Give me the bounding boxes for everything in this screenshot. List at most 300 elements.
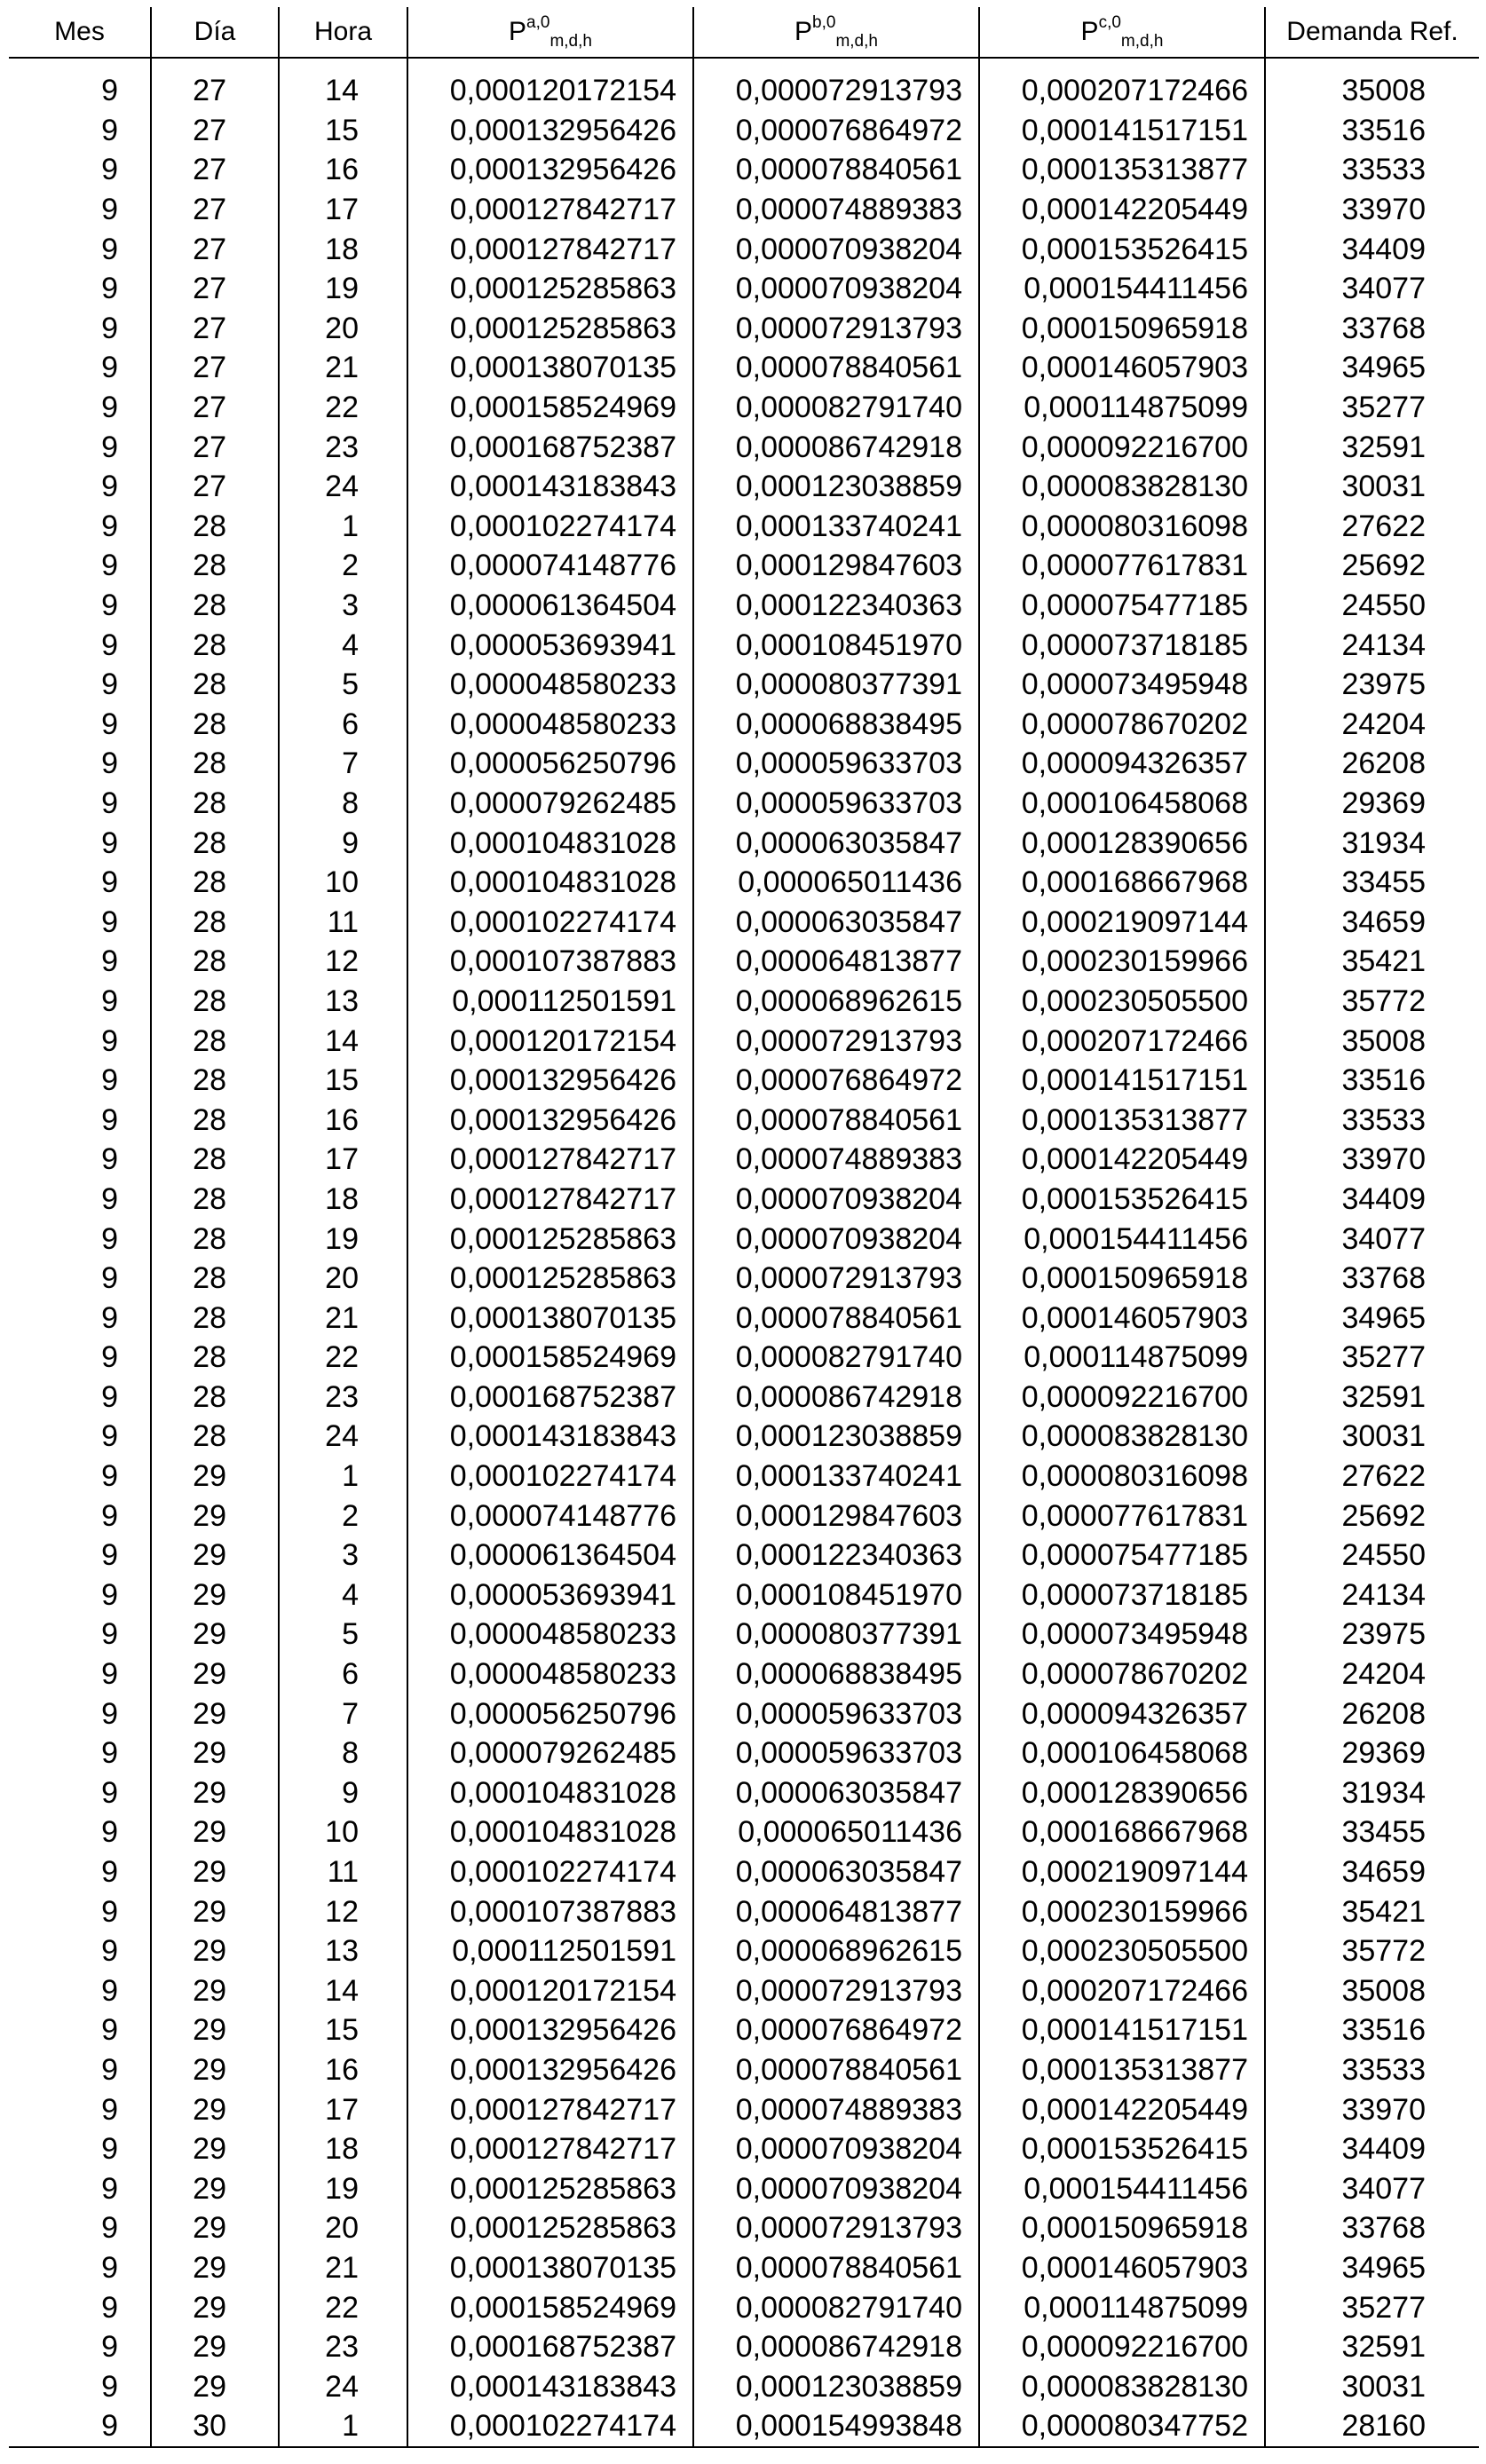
cell-dia: 29: [151, 2168, 279, 2208]
cell-p-a: 0,000104831028: [407, 1773, 693, 1813]
cell-p-b: 0,000068962615: [693, 982, 979, 1022]
cell-mes: 9: [101, 588, 118, 623]
cell-demanda-ref: 26208: [1265, 744, 1479, 784]
cell-dia: 29: [151, 2327, 279, 2367]
table-body: [9, 58, 1479, 2447]
cell-hora: 23: [279, 2327, 407, 2367]
cell-mes: 9: [101, 746, 118, 781]
cell-mes: 9: [101, 2250, 118, 2285]
cell-dia: 29: [151, 2287, 279, 2327]
table-row: [9, 58, 1479, 111]
cell-p-a: 0,000132956426: [407, 2050, 693, 2090]
cell-p-c: 0,000153526415: [979, 1180, 1265, 1220]
cell-dia: 29: [151, 1812, 279, 1852]
cell-mes: 9: [101, 272, 118, 306]
cell-p-a: 0,000127842717: [407, 2129, 693, 2169]
cell-hora: 24: [279, 1417, 407, 1457]
table-row: [9, 150, 1479, 190]
cell-hora: 11: [279, 902, 407, 942]
table-row: [9, 1694, 1479, 1733]
table-row: [9, 269, 1479, 309]
cell-p-c: 0,000094326357: [979, 744, 1265, 784]
cell-dia: 28: [151, 1338, 279, 1378]
cell-p-c: 0,000154411456: [979, 269, 1265, 309]
cell-mes: 9: [101, 1577, 118, 1612]
table-row: [9, 1298, 1479, 1338]
cell-p-c: 0,000075477185: [979, 586, 1265, 626]
cell-mes: 9: [101, 509, 118, 543]
cell-hora: 1: [279, 1457, 407, 1497]
cell-demanda-ref: 34077: [1265, 1219, 1479, 1259]
cell-p-c: 0,000135313877: [979, 1100, 1265, 1140]
cell-p-b: 0,000064813877: [693, 942, 979, 982]
cell-p-b: 0,000122340363: [693, 1536, 979, 1576]
table-row: [9, 863, 1479, 903]
cell-demanda-ref: 33970: [1265, 2089, 1479, 2129]
cell-p-c: 0,000106458068: [979, 784, 1265, 824]
cell-p-c: 0,000154411456: [979, 1219, 1265, 1259]
table-row: [9, 2248, 1479, 2288]
cell-p-a: 0,000107387883: [407, 1891, 693, 1931]
table-row: [9, 1773, 1479, 1813]
table-row: [9, 111, 1479, 151]
cell-p-b: 0,000070938204: [693, 229, 979, 269]
cell-p-b: 0,000070938204: [693, 2168, 979, 2208]
cell-demanda-ref: 30031: [1265, 467, 1479, 507]
cell-hora: 19: [279, 1219, 407, 1259]
table-row: [9, 1457, 1479, 1497]
cell-p-a: 0,000102274174: [407, 507, 693, 547]
cell-demanda-ref: 33768: [1265, 309, 1479, 349]
cell-p-a: 0,000061364504: [407, 586, 693, 626]
cell-dia: 29: [151, 2050, 279, 2090]
cell-dia: 28: [151, 1100, 279, 1140]
cell-p-c: 0,000207172466: [979, 58, 1265, 111]
cell-hora: 24: [279, 467, 407, 507]
cell-p-b: 0,000108451970: [693, 1576, 979, 1615]
cell-hora: 14: [279, 58, 407, 111]
cell-hora: 17: [279, 1140, 407, 1180]
cell-p-b: 0,000129847603: [693, 1496, 979, 1536]
cell-p-b: 0,000063035847: [693, 902, 979, 942]
cell-p-b: 0,000080377391: [693, 1615, 979, 1655]
cell-p-b: 0,000133740241: [693, 1457, 979, 1497]
cell-p-c: 0,000142205449: [979, 1140, 1265, 1180]
cell-p-b: 0,000070938204: [693, 2129, 979, 2169]
cell-p-b: 0,000154993848: [693, 2406, 979, 2447]
cell-hora: 12: [279, 1891, 407, 1931]
cell-dia: 27: [151, 467, 279, 507]
cell-mes: 9: [101, 2330, 118, 2365]
cell-mes: 9: [101, 667, 118, 702]
cell-p-c: 0,000150965918: [979, 309, 1265, 349]
cell-mes: 9: [101, 232, 118, 266]
cell-mes: 9: [101, 430, 118, 464]
cell-hora: 13: [279, 1931, 407, 1971]
cell-p-a: 0,000127842717: [407, 1140, 693, 1180]
cell-dia: 29: [151, 2366, 279, 2406]
cell-p-c: 0,000073495948: [979, 665, 1265, 705]
cell-demanda-ref: 35421: [1265, 1891, 1479, 1931]
table-header-row: [9, 7, 1479, 58]
cell-p-c: 0,000146057903: [979, 1298, 1265, 1338]
cell-dia: 29: [151, 2129, 279, 2169]
cell-p-c: 0,000106458068: [979, 1733, 1265, 1773]
table-row: [9, 507, 1479, 547]
cell-p-c: 0,000207172466: [979, 1021, 1265, 1061]
cell-dia: 29: [151, 2089, 279, 2129]
cell-p-c: 0,000083828130: [979, 467, 1265, 507]
table-row: [9, 229, 1479, 269]
cell-p-a: 0,000143183843: [407, 1417, 693, 1457]
cell-hora: 7: [279, 1694, 407, 1733]
cell-p-c: 0,000083828130: [979, 1417, 1265, 1457]
cell-dia: 28: [151, 1140, 279, 1180]
table-row: [9, 2327, 1479, 2367]
cell-p-b: 0,000076864972: [693, 1061, 979, 1101]
cell-dia: 27: [151, 427, 279, 467]
cell-p-b: 0,000072913793: [693, 2208, 979, 2248]
cell-p-c: 0,000153526415: [979, 229, 1265, 269]
cell-demanda-ref: 28160: [1265, 2406, 1479, 2447]
cell-p-a: 0,000104831028: [407, 823, 693, 863]
cell-demanda-ref: 24134: [1265, 1576, 1479, 1615]
cell-p-c: 0,000141517151: [979, 2010, 1265, 2050]
cell-hora: 8: [279, 784, 407, 824]
cell-demanda-ref: 23975: [1265, 665, 1479, 705]
cell-p-c: 0,000077617831: [979, 546, 1265, 586]
table-row: [9, 1971, 1479, 2011]
cell-mes: 9: [101, 1855, 118, 1890]
cell-p-c: 0,000080347752: [979, 2406, 1265, 2447]
cell-p-a: 0,000132956426: [407, 1100, 693, 1140]
cell-p-c: 0,000146057903: [979, 2248, 1265, 2288]
cell-p-a: 0,000132956426: [407, 2010, 693, 2050]
cell-demanda-ref: 34077: [1265, 2168, 1479, 2208]
cell-p-c: 0,000073718185: [979, 625, 1265, 665]
cell-p-a: 0,000125285863: [407, 2168, 693, 2208]
table-row: [9, 1733, 1479, 1773]
cell-p-c: 0,000168667968: [979, 1812, 1265, 1852]
cell-demanda-ref: 33970: [1265, 190, 1479, 230]
cell-hora: 16: [279, 150, 407, 190]
cell-p-b: 0,000063035847: [693, 823, 979, 863]
cell-p-c: 0,000114875099: [979, 2287, 1265, 2327]
cell-demanda-ref: 33455: [1265, 1812, 1479, 1852]
cell-p-a: 0,000120172154: [407, 1021, 693, 1061]
cell-hora: 15: [279, 1061, 407, 1101]
cell-p-b: 0,000065011436: [693, 1812, 979, 1852]
cell-dia: 28: [151, 982, 279, 1022]
table-row: [9, 1378, 1479, 1418]
table-row: [9, 388, 1479, 428]
cell-hora: 23: [279, 1378, 407, 1418]
cell-hora: 11: [279, 1852, 407, 1892]
table-row: [9, 1891, 1479, 1931]
cell-p-c: 0,000142205449: [979, 190, 1265, 230]
cell-mes: 9: [101, 628, 118, 662]
cell-dia: 28: [151, 586, 279, 626]
cell-p-b: 0,000065011436: [693, 863, 979, 903]
table-row: [9, 2129, 1479, 2169]
cell-dia: 28: [151, 784, 279, 824]
cell-dia: 28: [151, 665, 279, 705]
cell-p-a: 0,000107387883: [407, 942, 693, 982]
cell-mes: 9: [101, 2171, 118, 2206]
cell-demanda-ref: 24550: [1265, 586, 1479, 626]
cell-demanda-ref: 35008: [1265, 1971, 1479, 2011]
cell-hora: 6: [279, 1655, 407, 1694]
cell-p-c: 0,000219097144: [979, 1852, 1265, 1892]
cell-p-b: 0,000072913793: [693, 1259, 979, 1299]
cell-p-a: 0,000138070135: [407, 1298, 693, 1338]
cell-hora: 12: [279, 942, 407, 982]
cell-hora: 2: [279, 546, 407, 586]
cell-dia: 29: [151, 2208, 279, 2248]
cell-p-b: 0,000070938204: [693, 269, 979, 309]
cell-p-c: 0,000168667968: [979, 863, 1265, 903]
cell-mes: 9: [101, 1973, 118, 2008]
cell-hora: 23: [279, 427, 407, 467]
cell-dia: 28: [151, 1061, 279, 1101]
cell-p-a: 0,000158524969: [407, 388, 693, 428]
cell-dia: 28: [151, 1259, 279, 1299]
cell-hora: 22: [279, 1338, 407, 1378]
cell-p-c: 0,000075477185: [979, 1536, 1265, 1576]
cell-mes: 9: [101, 2092, 118, 2127]
cell-p-a: 0,000168752387: [407, 427, 693, 467]
cell-demanda-ref: 34077: [1265, 269, 1479, 309]
cell-dia: 29: [151, 1773, 279, 1813]
cell-dia: 28: [151, 744, 279, 784]
cell-hora: 10: [279, 863, 407, 903]
cell-p-a: 0,000127842717: [407, 229, 693, 269]
cell-p-a: 0,000056250796: [407, 1694, 693, 1733]
cell-p-b: 0,000072913793: [693, 309, 979, 349]
cell-p-a: 0,000127842717: [407, 1180, 693, 1220]
header-p-c-base: P: [1080, 17, 1099, 46]
cell-mes: 9: [101, 1894, 118, 1929]
table-row: [9, 1180, 1479, 1220]
table-row: [9, 1576, 1479, 1615]
cell-dia: 28: [151, 507, 279, 547]
cell-mes: 9: [101, 2369, 118, 2404]
cell-hora: 21: [279, 1298, 407, 1338]
cell-p-c: 0,000153526415: [979, 2129, 1265, 2169]
cell-hora: 14: [279, 1971, 407, 2011]
table-row: [9, 744, 1479, 784]
cell-dia: 28: [151, 823, 279, 863]
cell-dia: 29: [151, 1615, 279, 1655]
cell-p-b: 0,000123038859: [693, 1417, 979, 1457]
cell-hora: 10: [279, 1812, 407, 1852]
cell-p-b: 0,000064813877: [693, 1891, 979, 1931]
cell-hora: 21: [279, 348, 407, 388]
cell-dia: 28: [151, 625, 279, 665]
cell-p-c: 0,000092216700: [979, 427, 1265, 467]
cell-p-c: 0,000146057903: [979, 348, 1265, 388]
cell-p-a: 0,000079262485: [407, 1733, 693, 1773]
cell-mes: 9: [101, 470, 118, 504]
cell-demanda-ref: 25692: [1265, 1496, 1479, 1536]
cell-p-b: 0,000074889383: [693, 190, 979, 230]
cell-demanda-ref: 24204: [1265, 705, 1479, 745]
cell-mes: 9: [101, 113, 118, 147]
cell-hora: 4: [279, 625, 407, 665]
table-row: [9, 982, 1479, 1022]
cell-p-c: 0,000150965918: [979, 1259, 1265, 1299]
cell-dia: 28: [151, 1021, 279, 1061]
table-row: [9, 1931, 1479, 1971]
cell-demanda-ref: 35008: [1265, 58, 1479, 111]
cell-demanda-ref: 33768: [1265, 1259, 1479, 1299]
cell-mes: 9: [101, 1657, 118, 1692]
cell-demanda-ref: 30031: [1265, 1417, 1479, 1457]
cell-dia: 28: [151, 863, 279, 903]
cell-p-b: 0,000086742918: [693, 2327, 979, 2367]
cell-p-b: 0,000068962615: [693, 1931, 979, 1971]
cell-hora: 18: [279, 1180, 407, 1220]
cell-hora: 14: [279, 1021, 407, 1061]
cell-p-a: 0,000125285863: [407, 1219, 693, 1259]
table-row: [9, 309, 1479, 349]
cell-p-a: 0,000112501591: [407, 1931, 693, 1971]
cell-p-c: 0,000141517151: [979, 111, 1265, 151]
cell-demanda-ref: 25692: [1265, 546, 1479, 586]
header-p-c-sup: c,0: [1098, 13, 1121, 32]
cell-dia: 29: [151, 1971, 279, 2011]
table-row: [9, 1655, 1479, 1694]
cell-mes: 9: [101, 1498, 118, 1533]
table-row: [9, 467, 1479, 507]
cell-p-c: 0,000114875099: [979, 1338, 1265, 1378]
cell-p-b: 0,000086742918: [693, 1378, 979, 1418]
cell-p-b: 0,000076864972: [693, 111, 979, 151]
table-row: [9, 2050, 1479, 2090]
table-row: [9, 1338, 1479, 1378]
cell-mes: 9: [101, 2290, 118, 2325]
cell-demanda-ref: 35008: [1265, 1021, 1479, 1061]
cell-mes: 9: [101, 1221, 118, 1256]
cell-hora: 3: [279, 1536, 407, 1576]
cell-mes: 9: [101, 825, 118, 860]
cell-mes: 9: [101, 1102, 118, 1137]
cell-p-a: 0,000132956426: [407, 150, 693, 190]
table-row: [9, 1100, 1479, 1140]
cell-demanda-ref: 34409: [1265, 1180, 1479, 1220]
cell-p-a: 0,000138070135: [407, 2248, 693, 2288]
cell-p-b: 0,000082791740: [693, 1338, 979, 1378]
header-p-b-sup: b,0: [812, 13, 836, 32]
cell-demanda-ref: 32591: [1265, 427, 1479, 467]
cell-demanda-ref: 32591: [1265, 1378, 1479, 1418]
cell-hora: 21: [279, 2248, 407, 2288]
cell-hora: 19: [279, 2168, 407, 2208]
cell-p-c: 0,000114875099: [979, 388, 1265, 428]
table-row: [9, 1852, 1479, 1892]
cell-hora: 5: [279, 1615, 407, 1655]
cell-p-c: 0,000083828130: [979, 2366, 1265, 2406]
cell-hora: 4: [279, 1576, 407, 1615]
cell-demanda-ref: 34409: [1265, 229, 1479, 269]
cell-mes: 9: [101, 153, 118, 187]
cell-p-b: 0,000078840561: [693, 348, 979, 388]
table-row: [9, 942, 1479, 982]
cell-mes: 9: [101, 1815, 118, 1850]
cell-p-b: 0,000078840561: [693, 150, 979, 190]
cell-p-b: 0,000076864972: [693, 2010, 979, 2050]
cell-p-b: 0,000080377391: [693, 665, 979, 705]
cell-dia: 28: [151, 1378, 279, 1418]
cell-p-b: 0,000078840561: [693, 1100, 979, 1140]
cell-p-b: 0,000133740241: [693, 507, 979, 547]
cell-mes: 9: [101, 904, 118, 939]
header-p-c-sub: m,d,h: [1120, 32, 1164, 51]
cell-mes: 9: [101, 865, 118, 900]
table-row: [9, 2089, 1479, 2129]
cell-p-a: 0,000138070135: [407, 348, 693, 388]
cell-dia: 28: [151, 1180, 279, 1220]
cell-hora: 3: [279, 586, 407, 626]
cell-hora: 17: [279, 190, 407, 230]
cell-p-a: 0,000104831028: [407, 1812, 693, 1852]
header-p-a-sub: m,d,h: [549, 32, 592, 51]
cell-demanda-ref: 33516: [1265, 111, 1479, 151]
demand-profile-table: [9, 7, 1479, 2448]
cell-dia: 28: [151, 1219, 279, 1259]
cell-dia: 27: [151, 388, 279, 428]
cell-hora: 22: [279, 388, 407, 428]
cell-dia: 29: [151, 1536, 279, 1576]
cell-p-b: 0,000078840561: [693, 2050, 979, 2090]
cell-hora: 9: [279, 1773, 407, 1813]
cell-mes: 9: [101, 1023, 118, 1058]
cell-hora: 22: [279, 2287, 407, 2327]
cell-demanda-ref: 33970: [1265, 1140, 1479, 1180]
cell-demanda-ref: 24550: [1265, 1536, 1479, 1576]
cell-mes: 9: [101, 391, 118, 425]
cell-demanda-ref: 24204: [1265, 1655, 1479, 1694]
cell-demanda-ref: 27622: [1265, 507, 1479, 547]
cell-hora: 9: [279, 823, 407, 863]
cell-mes: 9: [101, 1617, 118, 1652]
table-row: [9, 2168, 1479, 2208]
cell-p-c: 0,000154411456: [979, 2168, 1265, 2208]
cell-p-a: 0,000132956426: [407, 1061, 693, 1101]
cell-p-a: 0,000120172154: [407, 58, 693, 111]
cell-demanda-ref: 34409: [1265, 2129, 1479, 2169]
table-row: [9, 1140, 1479, 1180]
cell-p-b: 0,000059633703: [693, 784, 979, 824]
cell-p-c: 0,000141517151: [979, 1061, 1265, 1101]
cell-hora: 17: [279, 2089, 407, 2129]
cell-dia: 29: [151, 1733, 279, 1773]
cell-p-a: 0,000125285863: [407, 269, 693, 309]
table-row: [9, 1812, 1479, 1852]
cell-mes: 9: [101, 1419, 118, 1454]
cell-demanda-ref: 34965: [1265, 2248, 1479, 2288]
cell-hora: 6: [279, 705, 407, 745]
cell-demanda-ref: 34965: [1265, 1298, 1479, 1338]
cell-p-a: 0,000143183843: [407, 467, 693, 507]
table-row: [9, 2406, 1479, 2447]
table-row: [9, 625, 1479, 665]
table-row: [9, 348, 1479, 388]
cell-p-c: 0,000078670202: [979, 1655, 1265, 1694]
cell-hora: 20: [279, 309, 407, 349]
cell-dia: 27: [151, 190, 279, 230]
header-p-b-sub: m,d,h: [835, 32, 878, 51]
